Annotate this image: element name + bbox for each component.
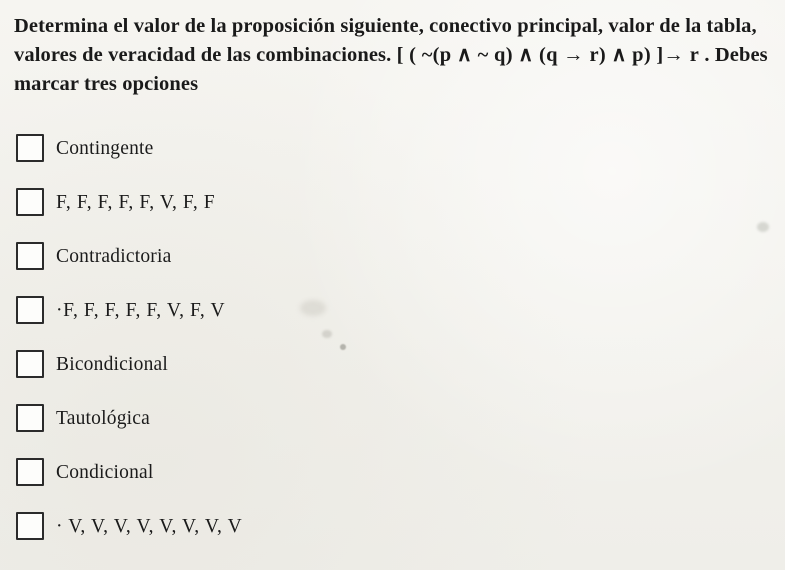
option-row-7[interactable] bbox=[10, 445, 773, 499]
option-label: Contingente bbox=[56, 137, 154, 159]
checkbox-icon[interactable] bbox=[16, 296, 44, 324]
question-formula: [ ( ~(p ∧ ~ q) ∧ (q → r) ∧ p) ]→ r bbox=[396, 44, 700, 67]
option-row-1[interactable] bbox=[10, 121, 773, 175]
option-label: Contradictoria bbox=[56, 245, 172, 267]
question-line-2: de la tabla, valores de veracidad de las combinaciones. bbox=[14, 15, 757, 67]
checkbox-icon[interactable] bbox=[16, 134, 44, 162]
option-label: ·F, F, F, F, F, V, F, V bbox=[56, 299, 226, 321]
option-label: Bicondicional bbox=[56, 353, 168, 375]
option-row-3[interactable] bbox=[10, 229, 773, 283]
checkbox-icon[interactable] bbox=[16, 404, 44, 432]
option-label: F, F, F, F, F, V, F, F bbox=[56, 191, 216, 213]
question-text bbox=[14, 12, 771, 99]
option-row-8[interactable] bbox=[10, 499, 773, 553]
option-label: Tautológica bbox=[56, 407, 150, 429]
option-row-4[interactable] bbox=[10, 283, 773, 337]
option-row-5[interactable] bbox=[10, 337, 773, 391]
option-label: Condicional bbox=[56, 461, 154, 483]
question-line-1: Determina el valor de la proposición siguiente, conectivo principal, valor bbox=[14, 15, 655, 37]
option-label: · V, V, V, V, V, V, V, V bbox=[56, 515, 243, 537]
checkbox-icon[interactable] bbox=[16, 458, 44, 486]
checkbox-icon[interactable] bbox=[16, 350, 44, 378]
option-row-6[interactable] bbox=[10, 391, 773, 445]
question-line-3-tail: . Debes marcar tres opciones bbox=[14, 44, 768, 96]
option-row-2[interactable] bbox=[10, 175, 773, 229]
checkbox-icon[interactable] bbox=[16, 242, 44, 270]
checkbox-icon[interactable] bbox=[16, 188, 44, 216]
options-list bbox=[10, 121, 773, 553]
checkbox-icon[interactable] bbox=[16, 512, 44, 540]
